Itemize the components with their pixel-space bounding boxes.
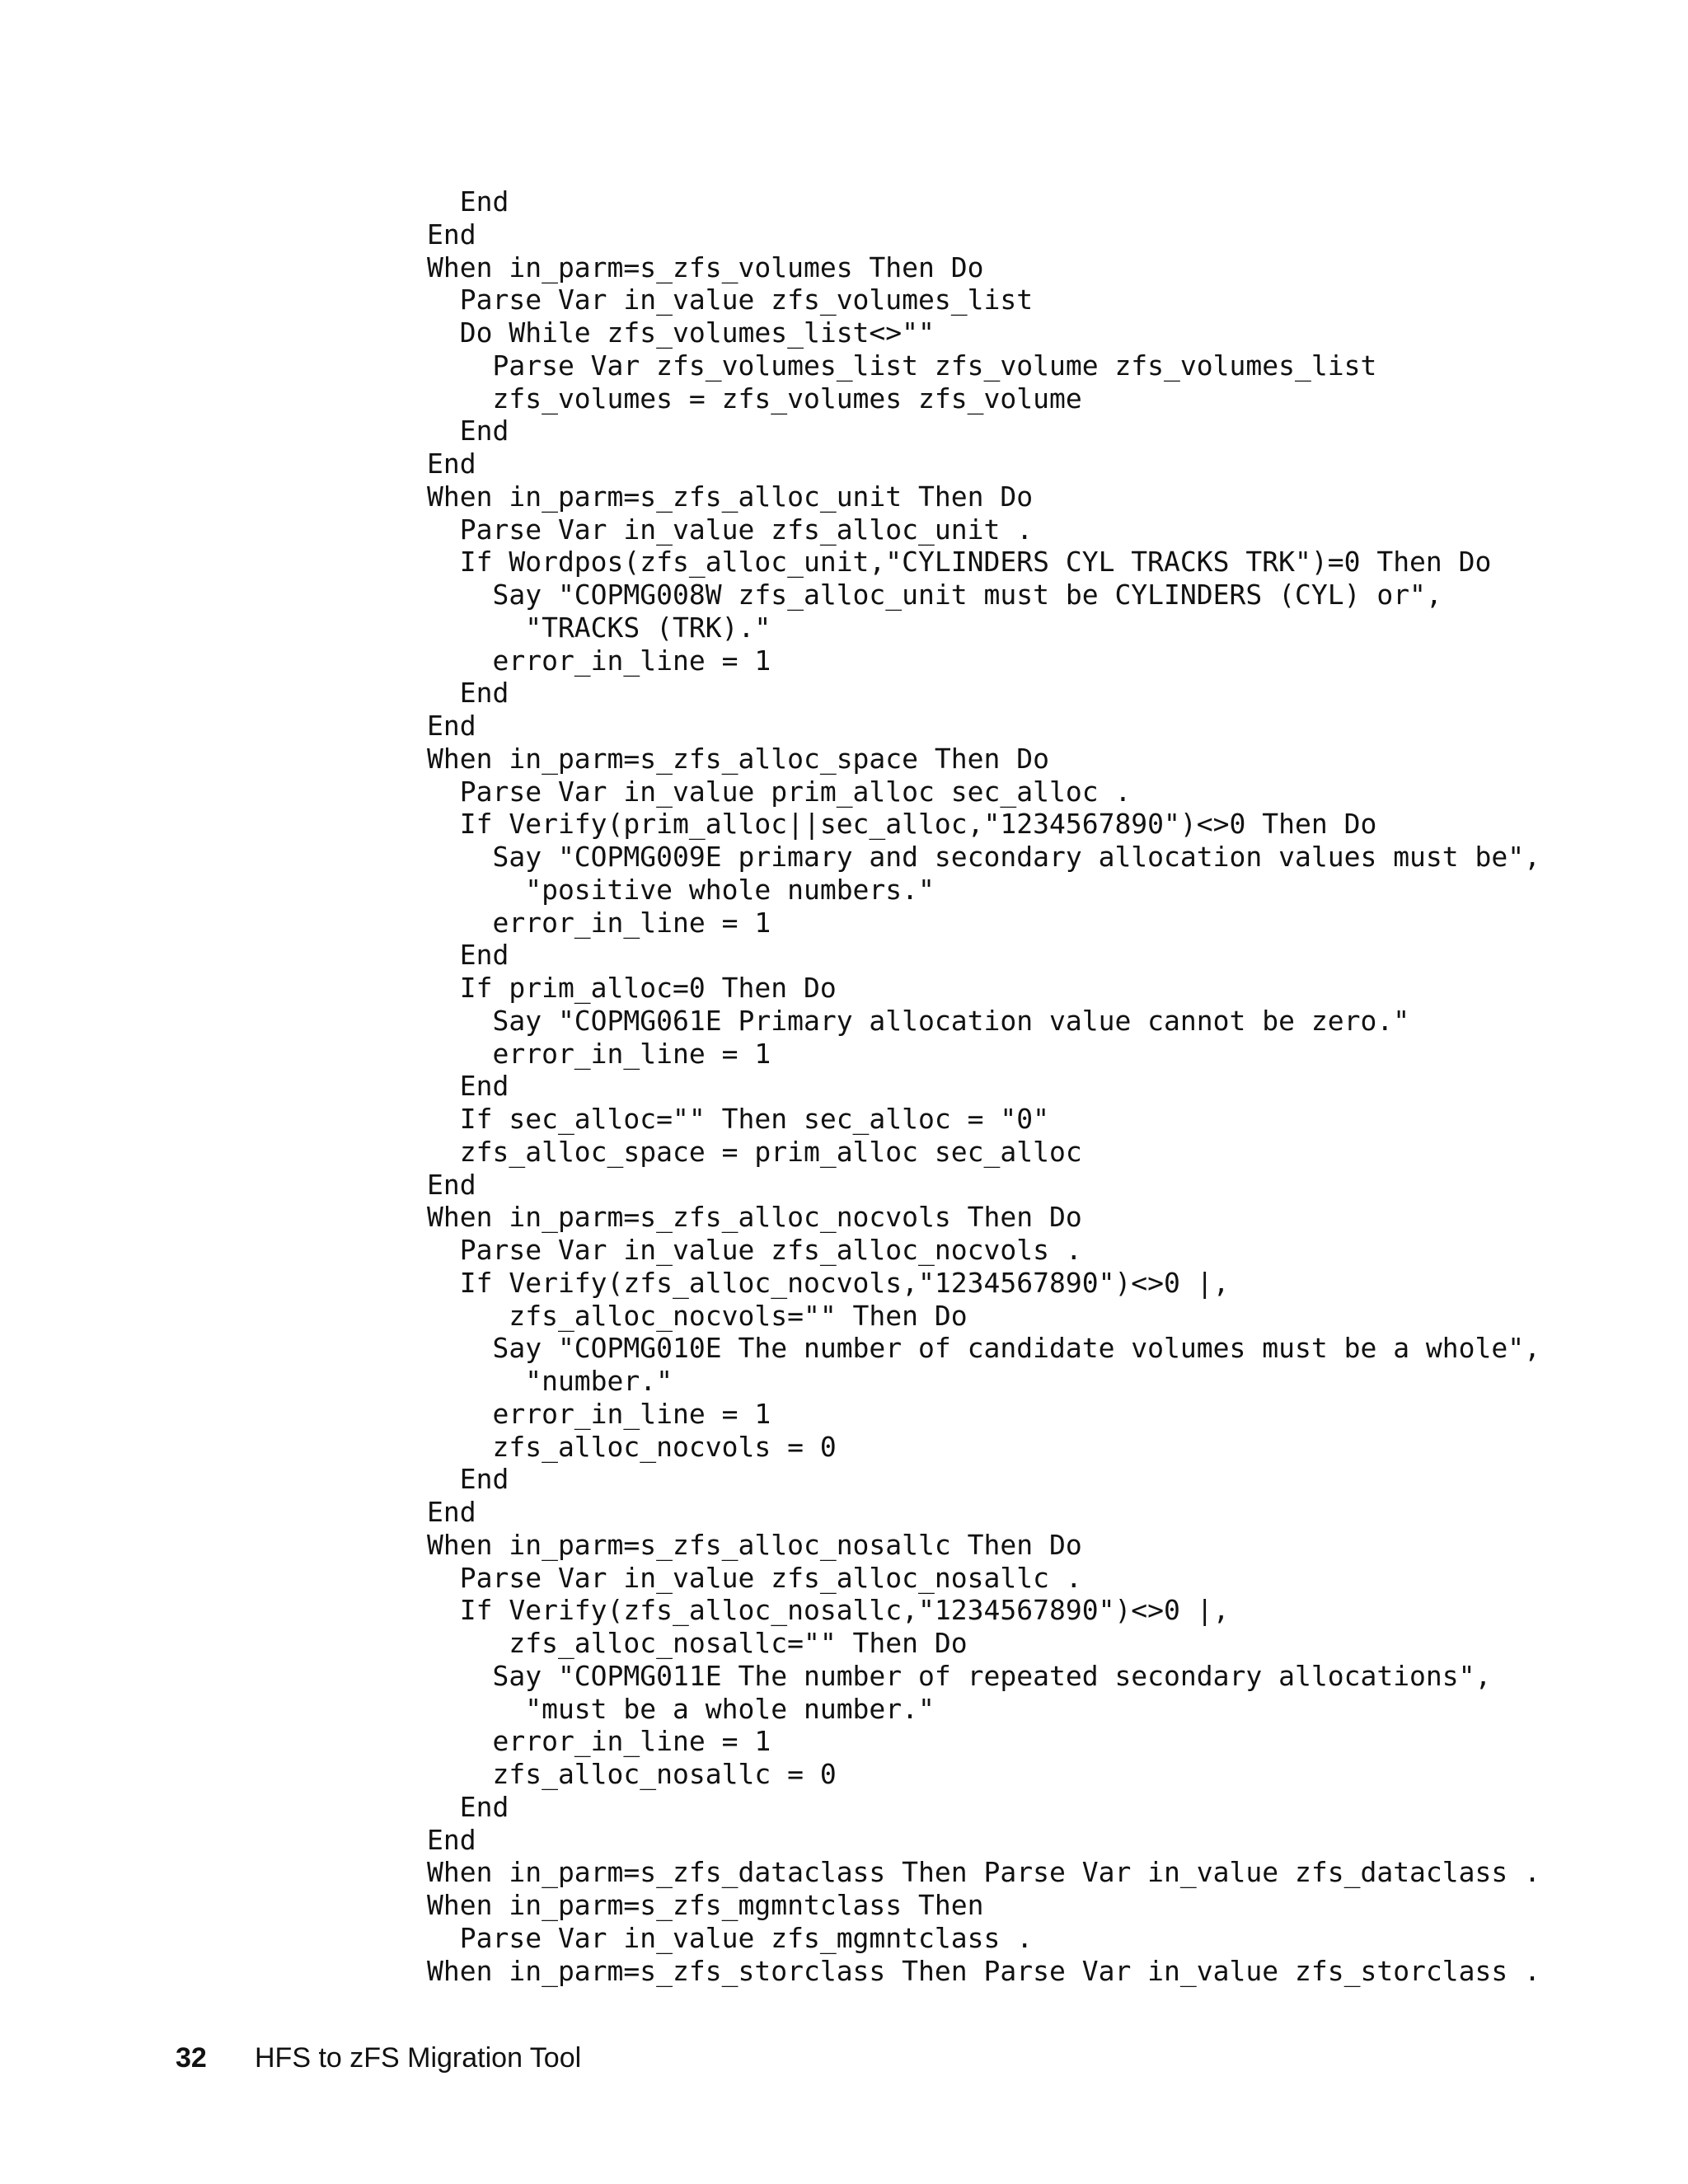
code-line: When in_parm=s_zfs_dataclass Then Parse Var in_value zfs_dataclass .	[427, 1856, 1541, 1889]
code-line: When in_parm=s_zfs_storclass Then Parse Var in_value zfs_storclass .	[427, 1954, 1541, 1987]
code-line: Say "COPMG011E The number of repeated secondary allocations",	[427, 1659, 1492, 1692]
code-line: error_in_line = 1	[427, 906, 771, 939]
code-line: error_in_line = 1	[427, 1037, 771, 1070]
code-line: End	[427, 677, 509, 710]
code-line: Say "COPMG008W zfs_alloc_unit must be CYLINDERS (CYL) or",	[427, 579, 1442, 611]
code-line: Parse Var in_value zfs_alloc_nocvols .	[427, 1234, 1082, 1266]
code-line: "positive whole numbers."	[427, 873, 935, 906]
code-line: When in_parm=s_zfs_volumes Then Do	[427, 251, 984, 284]
code-line: Say "COPMG061E Primary allocation value cannot be zero."	[427, 1004, 1410, 1037]
book-title: HFS to zFS Migration Tool	[255, 2042, 582, 2074]
code-line: "must be a whole number."	[427, 1692, 935, 1725]
code-line: Parse Var in_value zfs_volumes_list	[427, 284, 1034, 316]
code-line: zfs_alloc_nosallc = 0	[427, 1758, 837, 1790]
page-number: 32	[176, 2042, 207, 2074]
code-line: Do While zfs_volumes_list<>""	[427, 316, 935, 349]
code-line: Parse Var in_value zfs_mgmntclass .	[427, 1921, 1034, 1954]
code-line: zfs_alloc_nosallc="" Then Do	[427, 1627, 968, 1659]
code-line: If Wordpos(zfs_alloc_unit,"CYLINDERS CYL TRACKS TRK")=0 Then Do	[427, 546, 1492, 579]
code-line: Parse Var in_value prim_alloc sec_alloc .	[427, 775, 1132, 808]
code-line: If Verify(zfs_alloc_nocvols,"1234567890")<>0 |,	[427, 1266, 1230, 1299]
code-line: When in_parm=s_zfs_mgmntclass Then	[427, 1889, 984, 1921]
code-line: End	[427, 185, 509, 218]
code-line: Say "COPMG009E primary and secondary allocation values must be",	[427, 841, 1541, 873]
code-line: error_in_line = 1	[427, 1397, 771, 1430]
code-line: If Verify(zfs_alloc_nosallc,"1234567890")<>0 |,	[427, 1594, 1230, 1627]
code-line: When in_parm=s_zfs_alloc_nosallc Then Do	[427, 1528, 1082, 1561]
code-line: End	[427, 218, 476, 251]
code-line: zfs_alloc_nocvols = 0	[427, 1430, 837, 1463]
code-line: End	[427, 1496, 476, 1528]
code-line: If prim_alloc=0 Then Do	[427, 972, 837, 1004]
code-line: error_in_line = 1	[427, 1725, 771, 1758]
page-footer	[176, 2042, 581, 2074]
code-line: "number."	[427, 1365, 673, 1397]
code-line: "TRACKS (TRK)."	[427, 611, 771, 644]
code-line: error_in_line = 1	[427, 644, 771, 677]
code-line: Parse Var in_value zfs_alloc_unit .	[427, 513, 1034, 546]
code-line: End	[427, 939, 509, 972]
code-line: End	[427, 1168, 476, 1201]
code-line: End	[427, 1070, 509, 1103]
code-line: End	[427, 448, 476, 480]
code-line: Parse Var zfs_volumes_list zfs_volume zfs_volumes_list	[427, 349, 1377, 382]
code-line: If Verify(prim_alloc||sec_alloc,"1234567890")<>0 Then Do	[427, 808, 1377, 841]
code-line: If sec_alloc="" Then sec_alloc = "0"	[427, 1103, 1049, 1135]
code-line: End	[427, 1823, 476, 1856]
code-line: When in_parm=s_zfs_alloc_space Then Do	[427, 742, 1049, 775]
code-line: When in_parm=s_zfs_alloc_unit Then Do	[427, 480, 1034, 513]
code-line: zfs_alloc_space = prim_alloc sec_alloc	[427, 1135, 1082, 1168]
code-line: End	[427, 1790, 509, 1823]
code-line: When in_parm=s_zfs_alloc_nocvols Then Do	[427, 1201, 1082, 1234]
code-line: End	[427, 710, 476, 742]
code-line: zfs_alloc_nocvols="" Then Do	[427, 1299, 968, 1332]
code-line: End	[427, 1463, 509, 1496]
code-line: Parse Var in_value zfs_alloc_nosallc .	[427, 1561, 1082, 1594]
code-line: End	[427, 415, 509, 448]
code-listing	[427, 185, 1540, 1987]
code-line: zfs_volumes = zfs_volumes zfs_volume	[427, 382, 1082, 415]
code-line: Say "COPMG010E The number of candidate volumes must be a whole",	[427, 1332, 1541, 1365]
